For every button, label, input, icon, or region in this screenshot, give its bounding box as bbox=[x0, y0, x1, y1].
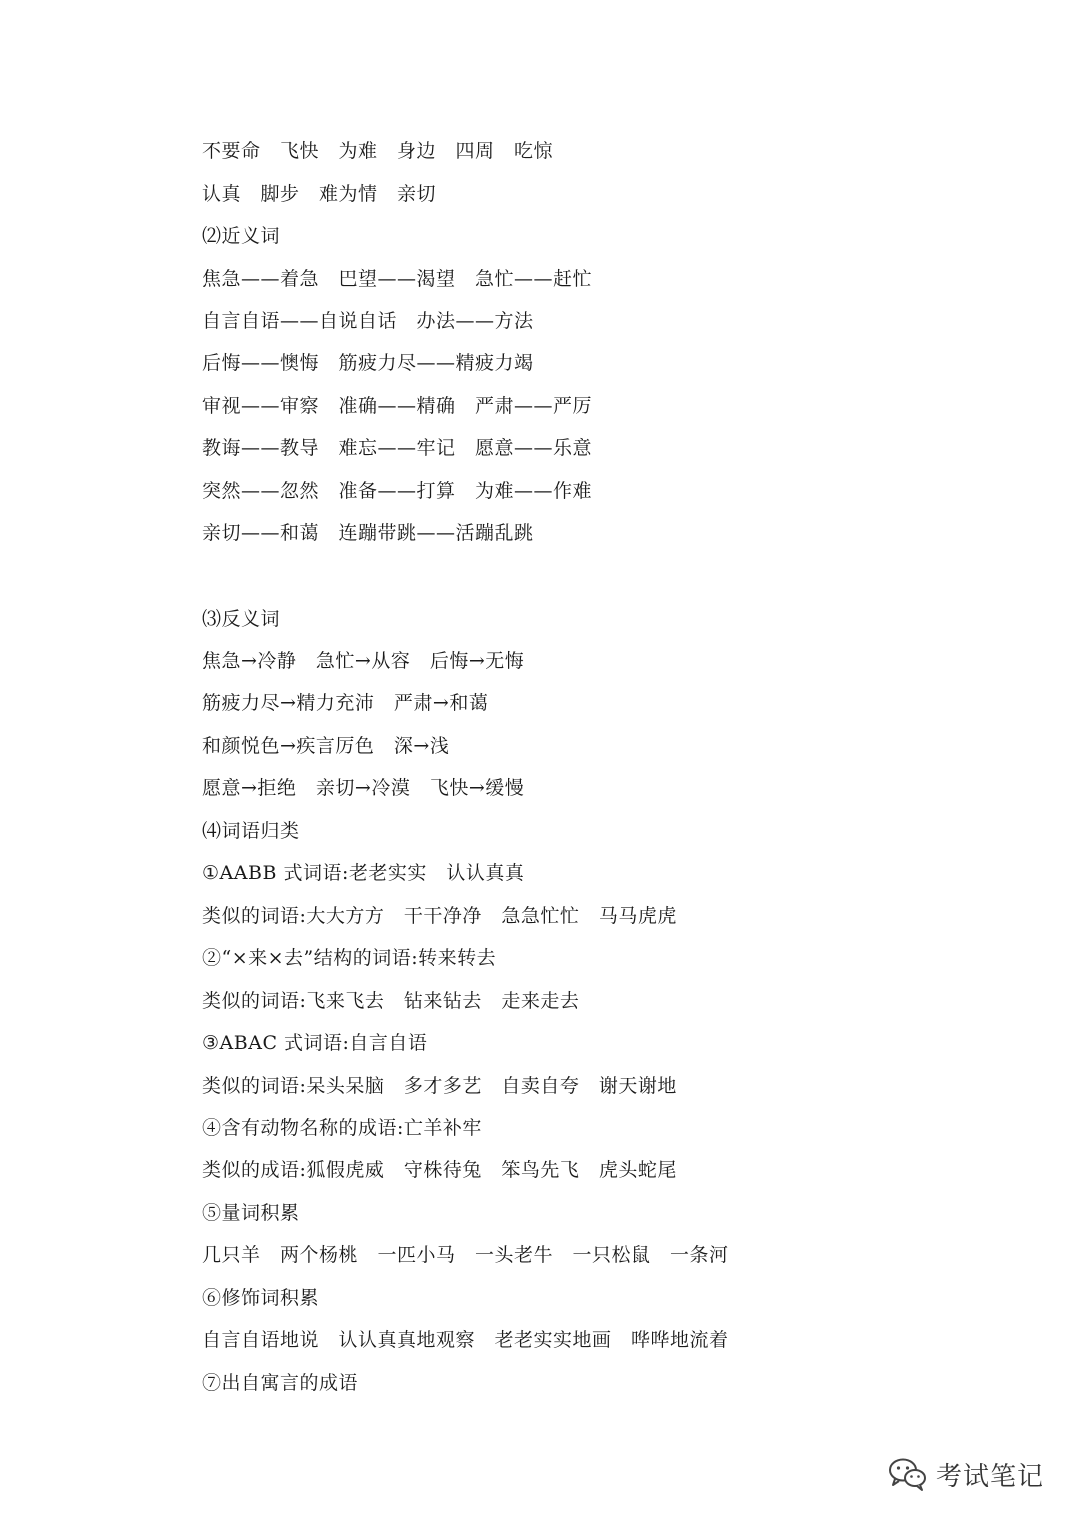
section-heading: ⑷词语归类 bbox=[202, 820, 300, 842]
text-line: 突然——忽然 准备——打算 为难——作难 bbox=[202, 480, 593, 502]
text-line: 类似的成语:狐假虎威 守株待兔 笨鸟先飞 虎头蛇尾 bbox=[202, 1159, 677, 1181]
text-line: 筋疲力尽→精力充沛 严肃→和蔼 bbox=[202, 692, 489, 714]
text-line: 愿意→拒绝 亲切→冷漠 飞快→缓慢 bbox=[202, 777, 525, 799]
text-line: 类似的词语:飞来飞去 钻来钻去 走来走去 bbox=[202, 990, 580, 1012]
section-heading: ⑥修饰词积累 bbox=[202, 1287, 320, 1309]
section-heading: ⑵近义词 bbox=[202, 225, 281, 247]
text-line: 审视——审察 准确——精确 严肃——严厉 bbox=[202, 395, 593, 417]
watermark-label: 考试笔记 bbox=[936, 1461, 1045, 1492]
text-line: 几只羊 两个杨桃 一匹小马 一头老牛 一只松鼠 一条河 bbox=[202, 1244, 729, 1266]
text-line: 焦急→冷静 急忙→从容 后悔→无悔 bbox=[202, 650, 525, 672]
text-line: ③ABAC 式词语:自言自语 bbox=[202, 1032, 428, 1054]
text-line: 焦急——着急 巴望——渴望 急忙——赶忙 bbox=[202, 268, 593, 290]
text-line: 教诲——教导 难忘——牢记 愿意——乐意 bbox=[202, 437, 593, 459]
text-line: 认真 脚步 难为情 亲切 bbox=[202, 183, 437, 205]
text-line: 后悔——懊悔 筋疲力尽——精疲力竭 bbox=[202, 352, 534, 374]
text-line: ④含有动物名称的成语:亡羊补牢 bbox=[202, 1117, 482, 1139]
text-line: 自言自语地说 认认真真地观察 老老实实地画 哗哗地流着 bbox=[202, 1329, 729, 1351]
section-heading: ⑶反义词 bbox=[202, 608, 281, 630]
text-line: 类似的词语:大大方方 干干净净 急急忙忙 马马虎虎 bbox=[202, 905, 677, 927]
text-line: 不要命 飞快 为难 身边 四周 吃惊 bbox=[202, 140, 554, 162]
text-line: 自言自语——自说自话 办法——方法 bbox=[202, 310, 534, 332]
wechat-icon bbox=[888, 1456, 928, 1492]
watermark bbox=[888, 1452, 1044, 1496]
text-line: 和颜悦色→疾言厉色 深→浅 bbox=[202, 735, 450, 757]
section-heading: ⑤量词积累 bbox=[202, 1202, 300, 1224]
text-line: ②“×来×去”结构的词语:转来转去 bbox=[202, 947, 497, 969]
text-line: 类似的词语:呆头呆脑 多才多艺 自卖自夸 谢天谢地 bbox=[202, 1075, 677, 1097]
section-heading: ⑦出自寓言的成语 bbox=[202, 1372, 359, 1394]
text-line: ①AABB 式词语:老老实实 认认真真 bbox=[202, 862, 525, 884]
text-line: 亲切——和蔼 连蹦带跳——活蹦乱跳 bbox=[202, 522, 534, 544]
